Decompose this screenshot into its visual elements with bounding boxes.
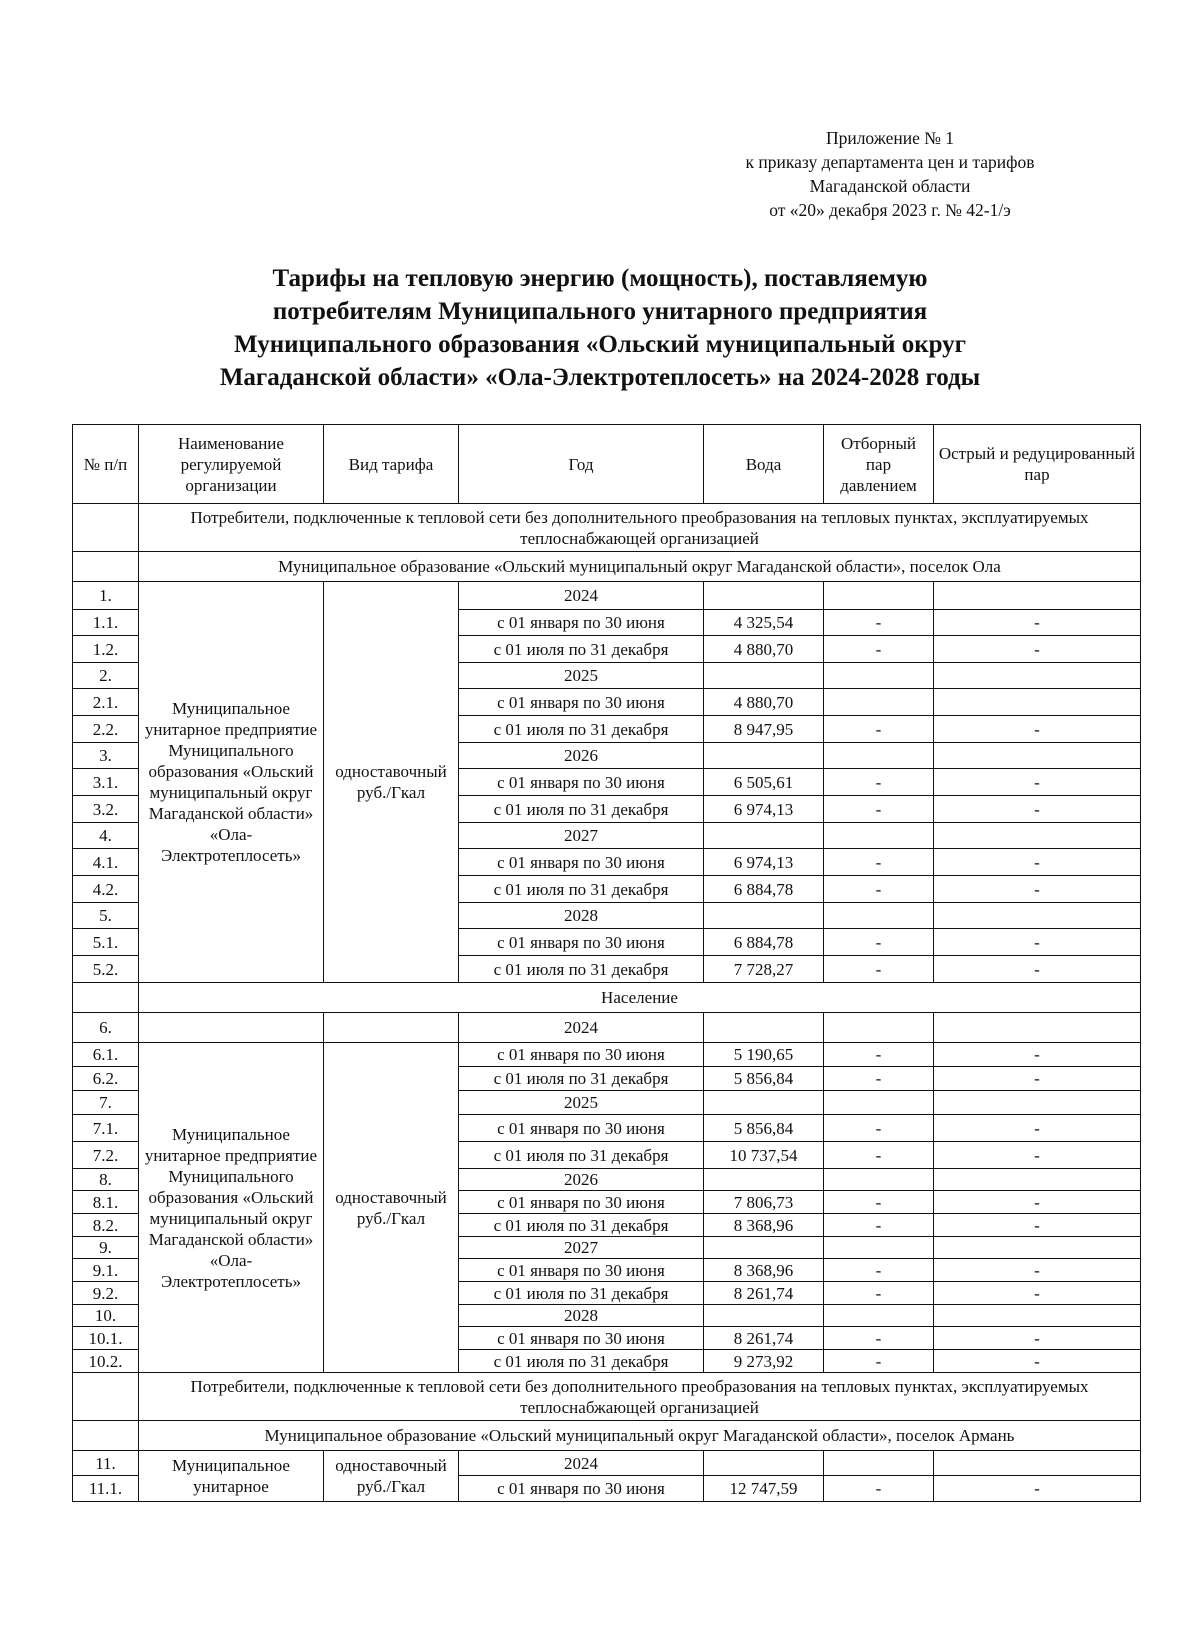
row-number: 7.2. [73, 1142, 139, 1169]
year-cell: 2028 [459, 1305, 704, 1327]
steam-value: - [824, 1214, 934, 1237]
section-title: Потребители, подключенные к тепловой сети без дополнительного преобразования на тепловых пунктах, эксплуатируемых теплоснабжающей организацией [139, 504, 1141, 552]
row-number: 1. [73, 582, 139, 610]
sharp-steam-value: - [934, 769, 1141, 796]
row-number: 4. [73, 823, 139, 849]
row-number: 6. [73, 1013, 139, 1043]
row-number: 10.2. [73, 1350, 139, 1373]
row-number: 2.2. [73, 716, 139, 743]
row-number: 5.2. [73, 956, 139, 983]
steam-empty [824, 743, 934, 769]
year-cell: 2027 [459, 823, 704, 849]
sharp-steam-value: - [934, 1350, 1141, 1373]
steam-empty [824, 823, 934, 849]
row-number: 9.2. [73, 1282, 139, 1305]
water-empty [704, 823, 824, 849]
sharp-steam-value: - [934, 1214, 1141, 1237]
sharp-steam-value: - [934, 1191, 1141, 1214]
row-number: 8.2. [73, 1214, 139, 1237]
steam-value: - [824, 1259, 934, 1282]
sharp-steam-empty [934, 903, 1141, 929]
tariff-table [72, 424, 1141, 1502]
sharp-steam-empty [934, 823, 1141, 849]
section-title: Муниципальное образование «Ольский муниципальный округ Магаданской области», поселок Ола [139, 552, 1141, 582]
sharp-steam-value [934, 689, 1141, 716]
year-cell: 2026 [459, 743, 704, 769]
row-number: 10.1. [73, 1327, 139, 1350]
section-num-cell [73, 504, 139, 552]
period-cell: с 01 января по 30 июня [459, 610, 704, 636]
sharp-steam-value: - [934, 1043, 1141, 1067]
period-cell: с 01 января по 30 июня [459, 849, 704, 876]
section-title: Муниципальное образование «Ольский муниципальный округ Магаданской области», поселок Армань [139, 1421, 1141, 1451]
sharp-steam-empty [934, 1169, 1141, 1191]
water-empty [704, 1305, 824, 1327]
sharp-steam-value: - [934, 929, 1141, 956]
header-num: № п/п [73, 425, 139, 504]
water-tariff-value: 7 728,27 [704, 956, 824, 983]
table-row [73, 1043, 1141, 1067]
period-cell: с 01 июля по 31 декабря [459, 1350, 704, 1373]
period-cell: с 01 января по 30 июня [459, 1259, 704, 1282]
row-number: 7. [73, 1091, 139, 1115]
year-cell: 2024 [459, 582, 704, 610]
header-sharp-steam: Острый и редуцированный пар [934, 425, 1141, 504]
water-tariff-value: 4 880,70 [704, 636, 824, 663]
row-number: 11. [73, 1451, 139, 1476]
row-number: 3. [73, 743, 139, 769]
sharp-steam-value: - [934, 1142, 1141, 1169]
period-cell: с 01 июля по 31 декабря [459, 956, 704, 983]
row-number: 4.2. [73, 876, 139, 903]
row-number: 2.1. [73, 689, 139, 716]
row-number: 9.1. [73, 1259, 139, 1282]
year-cell: 2027 [459, 1237, 704, 1259]
header-tariff: Вид тарифа [324, 425, 459, 504]
period-cell: с 01 июля по 31 декабря [459, 1282, 704, 1305]
appendix-line: от «20» декабря 2023 г. № 42-1/э [769, 200, 1011, 220]
steam-value [824, 689, 934, 716]
period-cell: с 01 января по 30 июня [459, 1191, 704, 1214]
period-cell: с 01 января по 30 июня [459, 929, 704, 956]
sharp-steam-value: - [934, 716, 1141, 743]
steam-value: - [824, 769, 934, 796]
section-num-cell [73, 1421, 139, 1451]
row-number: 1.1. [73, 610, 139, 636]
sharp-steam-value: - [934, 610, 1141, 636]
steam-value: - [824, 1067, 934, 1091]
sharp-steam-value: - [934, 849, 1141, 876]
tariff-empty [324, 1013, 459, 1043]
sharp-steam-value: - [934, 1067, 1141, 1091]
sharp-steam-value: - [934, 1259, 1141, 1282]
section-num-cell [73, 983, 139, 1013]
water-tariff-value: 6 505,61 [704, 769, 824, 796]
steam-value: - [824, 876, 934, 903]
title-line: Муниципального образования «Ольский муниципальный округ [233, 331, 967, 358]
water-tariff-value: 9 273,92 [704, 1350, 824, 1373]
period-cell: с 01 января по 30 июня [459, 1115, 704, 1142]
water-empty [704, 743, 824, 769]
sharp-steam-empty [934, 1091, 1141, 1115]
steam-value: - [824, 956, 934, 983]
steam-value: - [824, 1142, 934, 1169]
steam-value: - [824, 716, 934, 743]
sharp-steam-value: - [934, 1327, 1141, 1350]
appendix-line: Приложение № 1 [825, 128, 955, 148]
section-row [73, 1373, 1141, 1421]
appendix-reference [690, 126, 1090, 222]
water-tariff-value: 4 325,54 [704, 610, 824, 636]
water-tariff-value: 5 856,84 [704, 1067, 824, 1091]
steam-value: - [824, 1191, 934, 1214]
sharp-steam-value: - [934, 1115, 1141, 1142]
steam-value: - [824, 1476, 934, 1502]
water-empty [704, 663, 824, 689]
organization-name: Муниципальное унитарное предприятие Муниципального образования «Ольский муниципальный округ Магаданской области» «Ола-Электротеплосеть» [139, 1043, 324, 1373]
water-empty [704, 1237, 824, 1259]
water-empty [704, 1091, 824, 1115]
sharp-steam-value: - [934, 796, 1141, 823]
row-number: 7.1. [73, 1115, 139, 1142]
steam-empty [824, 1091, 934, 1115]
steam-value: - [824, 1043, 934, 1067]
steam-value: - [824, 610, 934, 636]
water-tariff-value: 8 261,74 [704, 1327, 824, 1350]
section-row [73, 504, 1141, 552]
row-number: 2. [73, 663, 139, 689]
sharp-steam-value: - [934, 956, 1141, 983]
water-empty [704, 1451, 824, 1476]
water-empty [704, 1169, 824, 1191]
row-number: 4.1. [73, 849, 139, 876]
table-row [73, 582, 1141, 610]
steam-value: - [824, 1115, 934, 1142]
sharp-steam-empty [934, 582, 1141, 610]
water-tariff-value: 7 806,73 [704, 1191, 824, 1214]
title-line: Тарифы на тепловую энергию (мощность), поставляемую [272, 265, 928, 292]
water-empty [704, 1013, 824, 1043]
row-number: 6.1. [73, 1043, 139, 1067]
sharp-steam-empty [934, 743, 1141, 769]
row-number: 6.2. [73, 1067, 139, 1091]
section-title: Население [139, 983, 1141, 1013]
year-cell: 2024 [459, 1013, 704, 1043]
water-tariff-value: 4 880,70 [704, 689, 824, 716]
row-number: 8. [73, 1169, 139, 1191]
row-number: 11.1. [73, 1476, 139, 1502]
steam-value: - [824, 636, 934, 663]
section-row [73, 1421, 1141, 1451]
water-tariff-value: 6 884,78 [704, 876, 824, 903]
organization-name: Муниципальное унитарное предприятие Муниципального образования «Ольский муниципальный округ Магаданской области» «Ола-Электротеплосеть» [139, 582, 324, 983]
sharp-steam-value: - [934, 636, 1141, 663]
steam-value: - [824, 1282, 934, 1305]
water-tariff-value: 10 737,54 [704, 1142, 824, 1169]
organization-empty [139, 1013, 324, 1043]
row-number: 5. [73, 903, 139, 929]
steam-value: - [824, 796, 934, 823]
title-line: потребителям Муниципального унитарного предприятия [272, 298, 928, 325]
sharp-steam-value: - [934, 876, 1141, 903]
period-cell: с 01 июля по 31 декабря [459, 876, 704, 903]
appendix-line: к приказу департамента цен и тарифов [745, 152, 1035, 172]
appendix-line: Магаданской области [809, 176, 971, 196]
header-org: Наименование регулируемой организации [139, 425, 324, 504]
sharp-steam-empty [934, 1013, 1141, 1043]
tariff-type: одноставочный руб./Гкал [324, 1043, 459, 1373]
water-empty [704, 582, 824, 610]
table-header-row [73, 425, 1141, 504]
year-cell: 2028 [459, 903, 704, 929]
steam-empty [824, 1237, 934, 1259]
steam-empty [824, 903, 934, 929]
row-number: 1.2. [73, 636, 139, 663]
section-title: Потребители, подключенные к тепловой сети без дополнительного преобразования на тепловых пунктах, эксплуатируемых теплоснабжающей организацией [139, 1373, 1141, 1421]
water-tariff-value: 8 368,96 [704, 1259, 824, 1282]
steam-empty [824, 1451, 934, 1476]
period-cell: с 01 января по 30 июня [459, 689, 704, 716]
steam-empty [824, 1013, 934, 1043]
water-tariff-value: 6 974,13 [704, 849, 824, 876]
period-cell: с 01 января по 30 июня [459, 1327, 704, 1350]
water-tariff-value: 6 884,78 [704, 929, 824, 956]
sharp-steam-empty [934, 1451, 1141, 1476]
section-row [73, 552, 1141, 582]
row-number: 3.1. [73, 769, 139, 796]
steam-value: - [824, 1350, 934, 1373]
sharp-steam-empty [934, 663, 1141, 689]
period-cell: с 01 июля по 31 декабря [459, 636, 704, 663]
organization-name: Муниципальное унитарное [139, 1451, 324, 1502]
water-tariff-value: 8 947,95 [704, 716, 824, 743]
steam-empty [824, 1169, 934, 1191]
steam-value: - [824, 1327, 934, 1350]
water-tariff-value: 6 974,13 [704, 796, 824, 823]
tariff-type: одноставочный руб./Гкал [324, 1451, 459, 1502]
steam-empty [824, 582, 934, 610]
table-row [73, 1013, 1141, 1043]
table-row [73, 1451, 1141, 1476]
sharp-steam-value: - [934, 1476, 1141, 1502]
water-empty [704, 903, 824, 929]
row-number: 9. [73, 1237, 139, 1259]
row-number: 3.2. [73, 796, 139, 823]
row-number: 10. [73, 1305, 139, 1327]
period-cell: с 01 июля по 31 декабря [459, 1067, 704, 1091]
period-cell: с 01 января по 30 июня [459, 1476, 704, 1502]
document-title [140, 262, 1060, 394]
sharp-steam-value: - [934, 1282, 1141, 1305]
year-cell: 2025 [459, 1091, 704, 1115]
tariff-table-body [73, 425, 1141, 1502]
section-num-cell [73, 552, 139, 582]
header-steam: Отборный пар давлением [824, 425, 934, 504]
year-cell: 2025 [459, 663, 704, 689]
period-cell: с 01 января по 30 июня [459, 769, 704, 796]
sharp-steam-empty [934, 1305, 1141, 1327]
period-cell: с 01 января по 30 июня [459, 1043, 704, 1067]
period-cell: с 01 июля по 31 декабря [459, 1142, 704, 1169]
title-line: Магаданской области» «Ола-Электротеплосеть» на 2024-2028 годы [219, 364, 981, 391]
section-num-cell [73, 1373, 139, 1421]
period-cell: с 01 июля по 31 декабря [459, 716, 704, 743]
steam-empty [824, 663, 934, 689]
period-cell: с 01 июля по 31 декабря [459, 796, 704, 823]
tariff-type: одноставочный руб./Гкал [324, 582, 459, 983]
header-water: Вода [704, 425, 824, 504]
steam-value: - [824, 929, 934, 956]
water-tariff-value: 8 368,96 [704, 1214, 824, 1237]
period-cell: с 01 июля по 31 декабря [459, 1214, 704, 1237]
sharp-steam-empty [934, 1237, 1141, 1259]
year-cell: 2026 [459, 1169, 704, 1191]
water-tariff-value: 8 261,74 [704, 1282, 824, 1305]
water-tariff-value: 5 190,65 [704, 1043, 824, 1067]
water-tariff-value: 5 856,84 [704, 1115, 824, 1142]
year-cell: 2024 [459, 1451, 704, 1476]
water-tariff-value: 12 747,59 [704, 1476, 824, 1502]
header-year: Год [459, 425, 704, 504]
row-number: 8.1. [73, 1191, 139, 1214]
row-number: 5.1. [73, 929, 139, 956]
steam-empty [824, 1305, 934, 1327]
section-row [73, 983, 1141, 1013]
steam-value: - [824, 849, 934, 876]
